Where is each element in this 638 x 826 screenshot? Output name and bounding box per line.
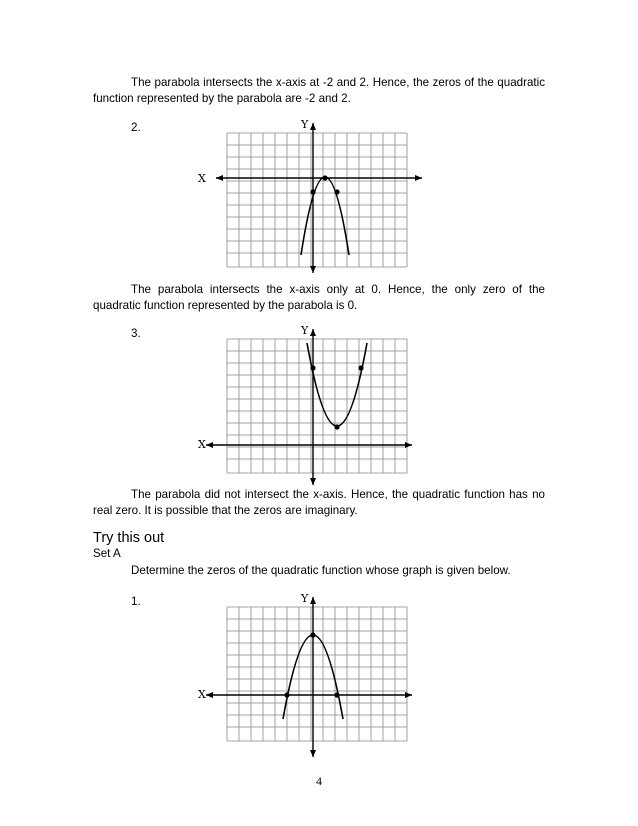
set-label: Set A [93, 547, 121, 560]
instruction-text: Determine the zeros of the quadratic function whose graph is given below. [131, 564, 511, 577]
y-axis-label-2: Y [301, 118, 309, 131]
section-title: Try this out [93, 530, 165, 546]
item-number-2: 2. [131, 121, 141, 134]
paragraph-zeros-neg2-2: The parabola intersects the x-axis at -2 and 2. Hence, the zeros of the quadratic function represented by the parabola are -2 and 2. [93, 76, 545, 105]
x-axis-label-2: X [198, 172, 206, 185]
graph-set-a-1 [190, 591, 430, 763]
graph-3-svg [190, 323, 430, 493]
graph-set-a-svg [190, 591, 430, 763]
x-axis-label-set-a: X [198, 688, 206, 701]
graph-item-3 [190, 323, 430, 493]
paragraph-no-real-zero: The parabola did not intersect the x-axis. Hence, the quadratic function has no real zero. It is possible that the zeros are imaginary. [93, 488, 545, 517]
item-number-3: 3. [131, 327, 141, 340]
y-axis-label-set-a: Y [301, 592, 309, 605]
x-axis-label-3: X [198, 438, 206, 451]
page-number: 4 [316, 774, 322, 788]
item-number-1: 1. [131, 595, 141, 608]
graph-2-svg [190, 117, 430, 277]
y-axis-label-3: Y [301, 324, 309, 337]
graph-item-2 [190, 117, 430, 277]
paragraph-zero-0: The parabola intersects the x-axis only at 0. Hence, the only zero of the quadratic function represented by the parabola is 0. [93, 283, 545, 312]
